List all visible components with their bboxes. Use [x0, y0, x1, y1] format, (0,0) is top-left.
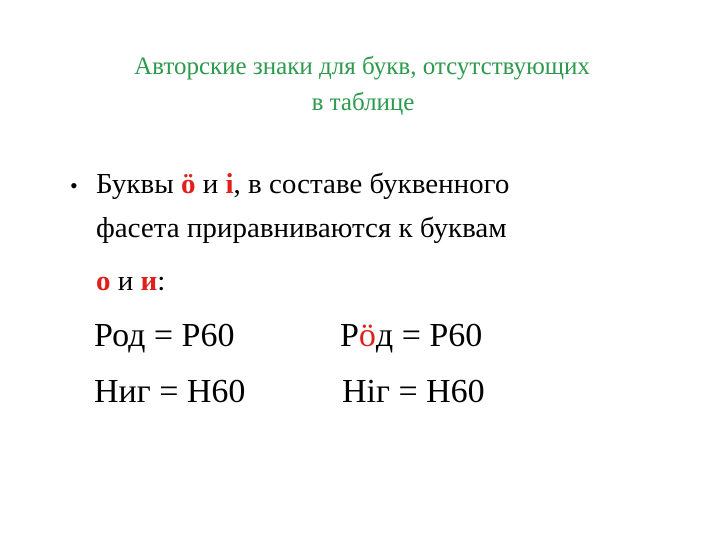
example-text: Р [340, 317, 359, 354]
example-rod: Род = Р60 [94, 317, 235, 354]
paragraph-text: и [195, 168, 226, 200]
slide-title-line-2: в таблице [311, 89, 415, 116]
paragraph-text: и [110, 265, 141, 297]
example-rod-umlaut [340, 316, 482, 356]
example-text: д = Р60 [375, 317, 483, 354]
paragraph-text: : [157, 265, 166, 297]
paragraph-line-2: фасета приравниваются к буквам [96, 212, 507, 244]
bullet-icon: • [70, 173, 78, 198]
highlight-letter-i-cyrillic: и [140, 265, 158, 297]
highlight-letter-o: о [96, 265, 111, 297]
example-nig-i: Нiг = Н60 [342, 373, 485, 410]
example-nig: Ниг = Н60 [94, 373, 246, 410]
slide-title-line-1: Авторские знаки для букв, отсутствующих [134, 53, 590, 80]
paragraph-line-1 [96, 167, 509, 201]
paragraph-text: , в составе буквенного [233, 168, 510, 200]
highlight-letter-o-umlaut-example: ö [358, 317, 376, 354]
paragraph-text: Буквы [96, 168, 181, 200]
highlight-letter-i: i [225, 168, 234, 200]
highlight-letter-o-umlaut: ö [180, 168, 196, 200]
paragraph-line-3 [96, 264, 165, 298]
